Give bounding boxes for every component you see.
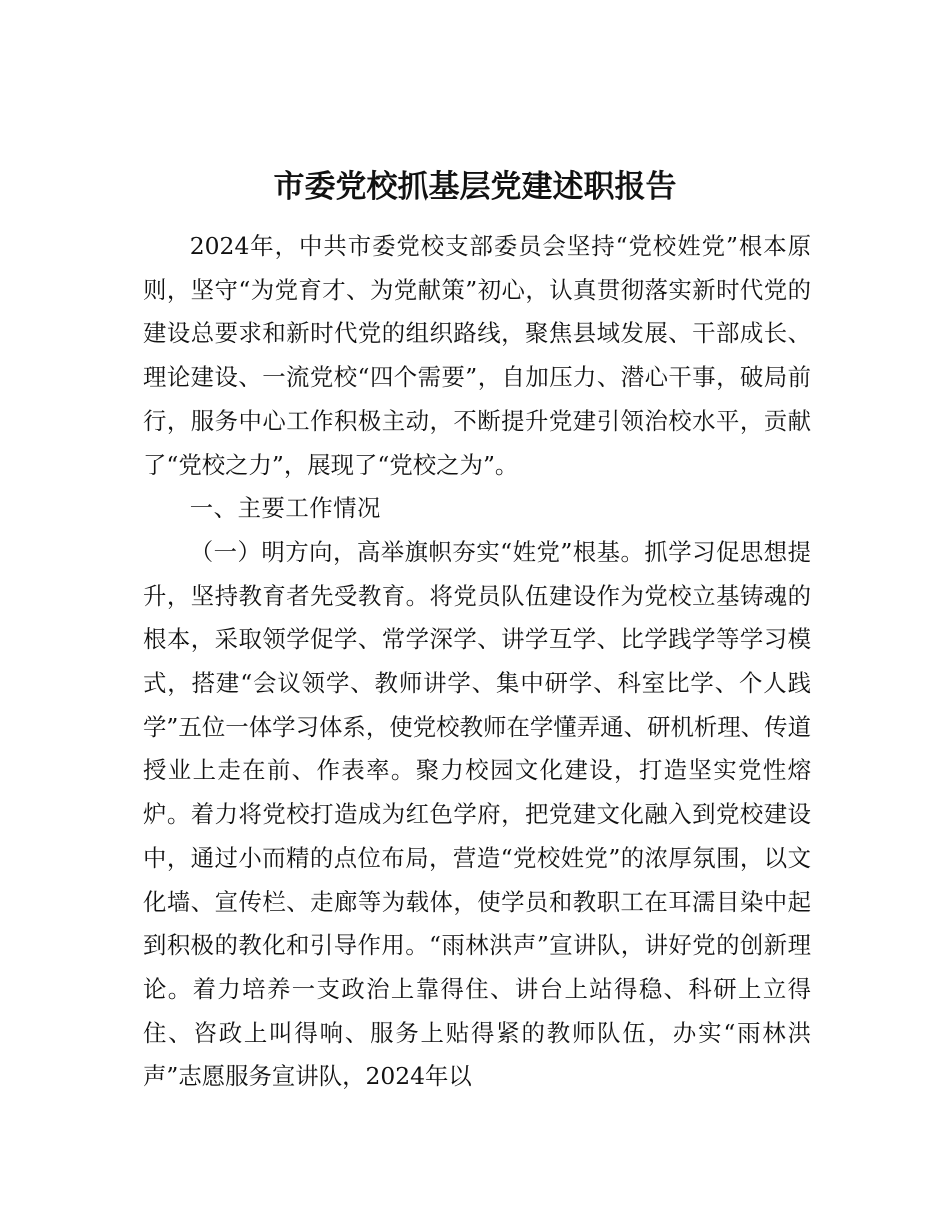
section-paragraph: （一）明方向，高举旗帜夯实“姓党”根基。抓学习促思想提升，坚持教育者先受教育。将党员队伍建设作为党校立基铸魂的根本，采取领学促学、常学深学、讲学互学、比学践学等学习模式，搭建“会议领学、教师讲学、集中研学、科室比学、个人践学”五位一体学习体系，使党校教师在学懂弄通、研机析理、传道授业上走在前、作表率。聚力校园文化建设，打造坚实党性熔炉。着力将党校打造成为红色学府，把党建文化融入到党校建设中，通过小而精的点位布局，营造“党校姓党”的浓厚氛围，以文化墙、宣传栏、走廊等为载体，使学员和教职工在耳濡目染中起到积极的教化和引导作用。“雨林洪声”宣讲队，讲好党的创新理论。着力培养一支政治上靠得住、讲台上站得稳、科研上立得住、咨政上叫得响、服务上贴得紧的教师队伍，办实“雨林洪声”志愿服务宣讲队，2024年以	[143, 537, 811, 1091]
section-heading: 一、主要工作情况	[189, 494, 381, 523]
document-title: 市委党校抓基层党建述职报告	[273, 169, 677, 205]
document-body	[143, 225, 811, 1099]
intro-paragraph: 2024年，中共市委党校支部委员会坚持“党校姓党”根本原则，坚守“为党育才、为党献策”初心，认真贯彻落实新时代党的建设总要求和新时代党的组织路线，聚焦县域发展、干部成长、理论建设、一流党校“四个需要”，自加压力、潜心干事，破局前行，服务中心工作积极主动，不断提升党建引领治校水平，贡献了“党校之力”，展现了“党校之为”。	[143, 232, 811, 479]
